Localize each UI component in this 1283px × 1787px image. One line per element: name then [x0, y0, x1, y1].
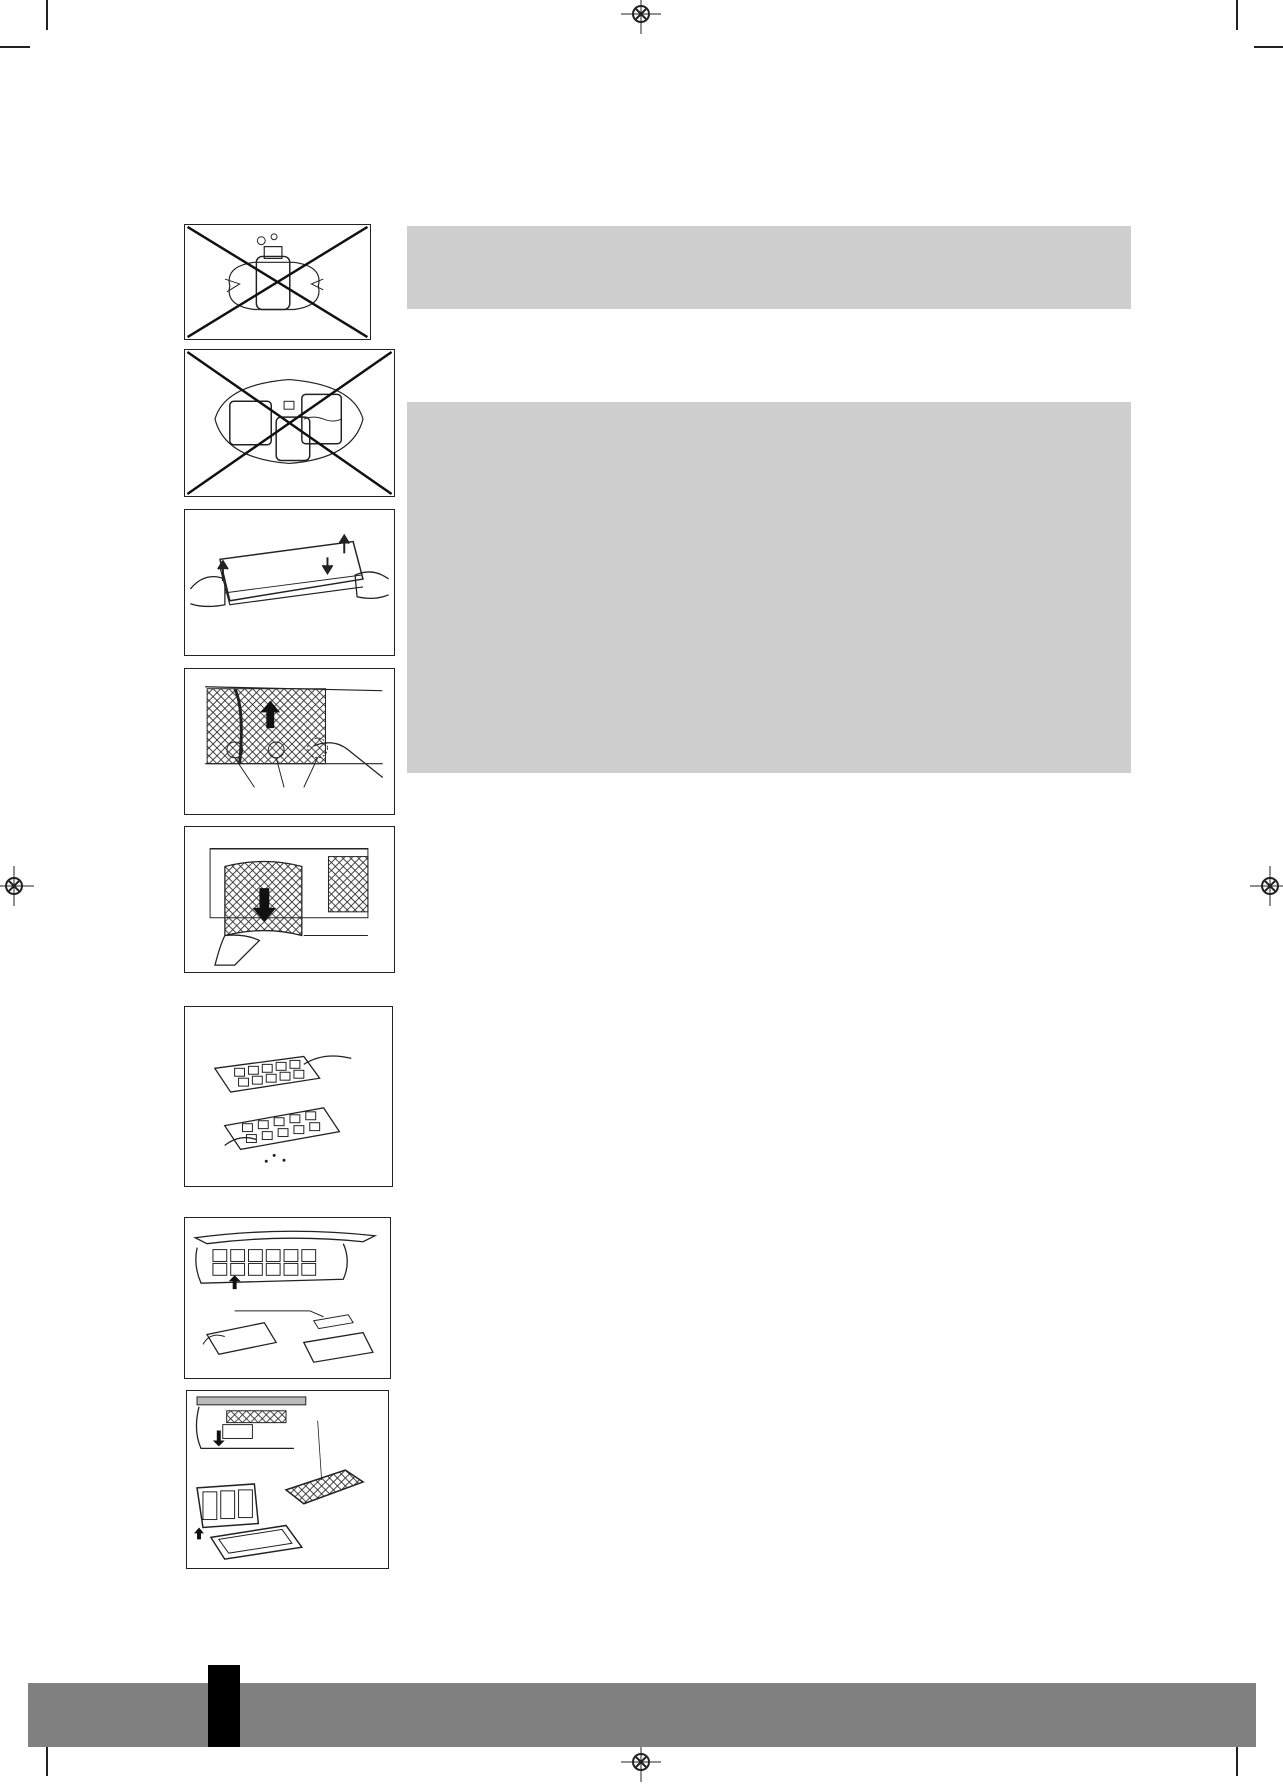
- insert-filter-figure: [184, 1217, 391, 1379]
- crop-mark: [46, 1746, 48, 1776]
- crop-mark: [0, 46, 30, 48]
- lift-air-filter-figure: [184, 668, 395, 815]
- crop-mark: [1254, 46, 1283, 48]
- crop-mark: [1236, 1746, 1238, 1776]
- no-spray-can-figure: [184, 224, 371, 340]
- clean-filter-figure: [184, 1006, 393, 1187]
- crosshair-circle-icon: [621, 0, 661, 34]
- footer-tab: [208, 1665, 240, 1747]
- no-chemicals-figure: [184, 349, 395, 497]
- open-front-panel-figure: [184, 509, 395, 656]
- replace-purifying-filter-figure: [186, 1390, 389, 1569]
- instructions-panel: [407, 402, 1131, 773]
- crosshair-circle-icon: [621, 1742, 661, 1782]
- crosshair-circle-icon: [1250, 866, 1283, 906]
- crop-mark: [46, 0, 48, 30]
- warning-panel: [407, 226, 1131, 309]
- crop-mark: [1236, 0, 1238, 30]
- crosshair-circle-icon: [0, 866, 34, 906]
- pull-out-filter-figure: [184, 826, 395, 973]
